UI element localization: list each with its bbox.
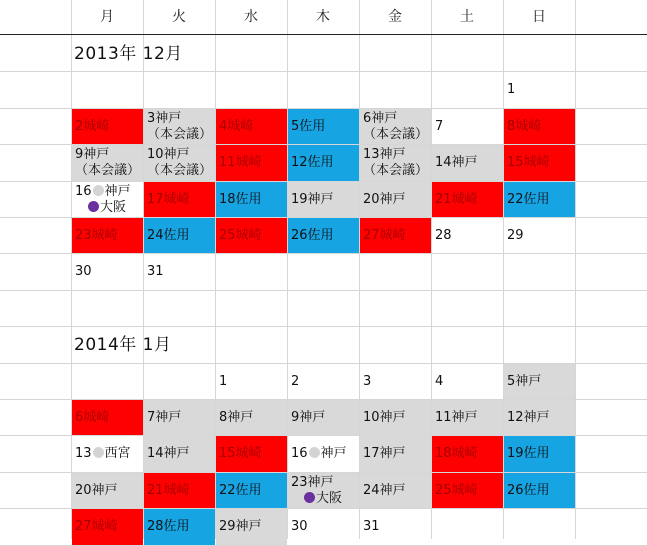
cell-text: 10神戸 bbox=[363, 409, 406, 425]
cell-text: 1 bbox=[507, 82, 516, 97]
day-cell[interactable] bbox=[144, 400, 215, 435]
day-cell[interactable] bbox=[216, 145, 287, 181]
cell-text: 21城崎 bbox=[435, 191, 478, 207]
day-cell[interactable] bbox=[288, 364, 359, 399]
cell-text: 12佐用 bbox=[291, 155, 334, 170]
cell-text: 27城崎 bbox=[75, 519, 118, 534]
cell-text: 26佐用 bbox=[507, 482, 550, 498]
cell-text: 9神戸 bbox=[75, 147, 110, 162]
cell-text: 11城崎 bbox=[219, 155, 262, 170]
gray-dot-icon bbox=[309, 447, 320, 458]
cell-text: 29 bbox=[507, 227, 524, 243]
cell-text: 9神戸 bbox=[291, 409, 326, 425]
cell-text: 19神戸 bbox=[291, 191, 334, 207]
cell-text: 7 bbox=[435, 118, 444, 134]
cell-text: 4城崎 bbox=[219, 118, 254, 134]
purple-dot-icon bbox=[304, 492, 315, 503]
cell-text: 15城崎 bbox=[219, 446, 262, 461]
weekday-header: 水 bbox=[244, 9, 258, 25]
day-cell[interactable] bbox=[288, 145, 359, 181]
day-cell[interactable] bbox=[216, 436, 287, 472]
day-cell[interactable] bbox=[360, 364, 431, 399]
gridline-horizontal bbox=[0, 326, 647, 327]
cell-text: 14神戸 bbox=[435, 155, 478, 170]
cell-text: 20神戸 bbox=[75, 482, 118, 498]
day-cell[interactable] bbox=[360, 436, 431, 472]
cell-text: 27城崎 bbox=[363, 227, 406, 243]
day-cell[interactable] bbox=[432, 182, 503, 217]
day-cell[interactable] bbox=[216, 473, 287, 508]
day-cell[interactable] bbox=[216, 218, 287, 253]
day-cell[interactable] bbox=[72, 145, 143, 181]
day-cell[interactable] bbox=[432, 218, 503, 253]
day-cell[interactable] bbox=[504, 400, 575, 435]
cell-text: 18佐用 bbox=[219, 191, 262, 207]
cell-text: 6神戸 bbox=[363, 110, 398, 126]
day-cell[interactable] bbox=[72, 436, 143, 472]
cell-text: 13神戸 bbox=[363, 147, 406, 162]
cell-text: 31 bbox=[147, 264, 164, 279]
cell-text: 12神戸 bbox=[507, 409, 550, 425]
weekday-header: 土 bbox=[460, 9, 474, 25]
weekday-header: 金 bbox=[388, 9, 402, 25]
cell-text: 17神戸 bbox=[363, 446, 406, 461]
cell-text: （本会議） bbox=[147, 126, 213, 142]
month-title: 2014年 1月 bbox=[74, 335, 172, 356]
cell-text: 26佐用 bbox=[291, 227, 334, 243]
cell-text: 15城崎 bbox=[507, 155, 550, 170]
day-cell[interactable] bbox=[360, 218, 431, 253]
weekday-header: 火 bbox=[172, 9, 186, 25]
day-cell[interactable] bbox=[144, 145, 215, 181]
day-cell[interactable] bbox=[72, 473, 143, 508]
cell-text: （本会議） bbox=[363, 163, 429, 178]
cell-text: 31 bbox=[363, 519, 380, 534]
cell-text: 神戸 bbox=[320, 446, 347, 461]
day-cell[interactable] bbox=[288, 400, 359, 435]
month-title: 2013年 12月 bbox=[74, 44, 183, 64]
header-divider bbox=[0, 34, 647, 35]
day-cell[interactable] bbox=[72, 254, 143, 290]
cell-text: 18城崎 bbox=[435, 446, 478, 461]
cell-text: 2 bbox=[291, 373, 300, 389]
cell-text: 24神戸 bbox=[363, 482, 406, 498]
cell-text: 30 bbox=[291, 519, 308, 534]
day-cell[interactable] bbox=[504, 72, 575, 108]
day-cell[interactable] bbox=[288, 218, 359, 253]
day-cell[interactable] bbox=[144, 473, 215, 508]
cell-text: 1 bbox=[219, 373, 228, 389]
cell-text: 3神戸 bbox=[147, 110, 182, 126]
cell-text: 22佐用 bbox=[219, 482, 262, 498]
cell-text: 22佐用 bbox=[507, 191, 550, 207]
purple-dot-icon bbox=[88, 201, 99, 212]
cell-text: 24佐用 bbox=[147, 227, 190, 243]
day-cell[interactable] bbox=[144, 509, 215, 545]
day-cell[interactable] bbox=[72, 509, 143, 545]
cell-text: 13 bbox=[75, 446, 92, 461]
day-cell[interactable] bbox=[72, 109, 143, 144]
cell-text: 大阪 bbox=[100, 199, 127, 215]
day-cell[interactable] bbox=[360, 509, 431, 545]
day-cell[interactable] bbox=[360, 473, 431, 508]
cell-text: 7神戸 bbox=[147, 409, 182, 425]
day-cell[interactable] bbox=[72, 400, 143, 435]
day-cell[interactable] bbox=[144, 436, 215, 472]
day-cell[interactable] bbox=[504, 218, 575, 253]
cell-text: 25城崎 bbox=[435, 482, 478, 498]
cell-text: 4 bbox=[435, 373, 444, 389]
cell-text: 大阪 bbox=[316, 490, 343, 506]
cell-text: 神戸 bbox=[104, 183, 131, 199]
day-cell[interactable] bbox=[144, 109, 215, 144]
day-cell[interactable] bbox=[432, 436, 503, 472]
cell-text: 西宮 bbox=[104, 446, 131, 461]
cell-text: （本会議） bbox=[75, 163, 141, 178]
day-cell[interactable] bbox=[144, 218, 215, 253]
day-cell[interactable] bbox=[504, 182, 575, 217]
day-cell[interactable] bbox=[216, 509, 287, 545]
cell-text: 8城崎 bbox=[507, 118, 542, 134]
weekday-header: 日 bbox=[532, 9, 546, 25]
gray-dot-icon bbox=[93, 185, 104, 196]
cell-text: 30 bbox=[75, 264, 92, 279]
day-cell[interactable] bbox=[432, 400, 503, 435]
cell-text: （本会議） bbox=[147, 163, 213, 178]
day-cell[interactable] bbox=[504, 364, 575, 399]
gridline-horizontal bbox=[0, 290, 647, 291]
day-cell[interactable] bbox=[504, 436, 575, 472]
cell-text: 14神戸 bbox=[147, 446, 190, 461]
cell-text: 17城崎 bbox=[147, 191, 190, 207]
day-cell[interactable] bbox=[72, 182, 143, 217]
cell-text: 5神戸 bbox=[507, 373, 542, 389]
day-cell[interactable] bbox=[360, 182, 431, 217]
day-cell[interactable] bbox=[72, 218, 143, 253]
day-cell[interactable] bbox=[288, 182, 359, 217]
cell-text: 23神戸 bbox=[291, 474, 334, 490]
day-cell[interactable] bbox=[288, 109, 359, 144]
cell-text: 20神戸 bbox=[363, 191, 406, 207]
day-cell[interactable] bbox=[216, 364, 287, 399]
day-cell[interactable] bbox=[288, 436, 359, 472]
gridline-vertical bbox=[575, 0, 576, 539]
cell-text: 25城崎 bbox=[219, 227, 262, 243]
cell-text: 2城崎 bbox=[75, 118, 110, 134]
day-cell[interactable] bbox=[360, 145, 431, 181]
day-cell[interactable] bbox=[288, 509, 359, 545]
day-cell[interactable] bbox=[432, 145, 503, 181]
cell-text: 29神戸 bbox=[219, 519, 262, 534]
day-cell[interactable] bbox=[216, 182, 287, 217]
cell-text: 28 bbox=[435, 227, 452, 243]
day-cell[interactable] bbox=[504, 145, 575, 181]
cell-text: 19佐用 bbox=[507, 446, 550, 461]
day-cell[interactable] bbox=[144, 182, 215, 217]
day-cell[interactable] bbox=[144, 254, 215, 290]
day-cell[interactable] bbox=[360, 109, 431, 144]
cell-text: 3 bbox=[363, 373, 372, 389]
day-cell[interactable] bbox=[504, 109, 575, 144]
weekday-header: 月 bbox=[100, 9, 114, 25]
day-cell[interactable] bbox=[360, 400, 431, 435]
day-cell[interactable] bbox=[216, 109, 287, 144]
cell-text: 21城崎 bbox=[147, 482, 190, 498]
cell-text: 16 bbox=[291, 446, 308, 461]
cell-text: 6城崎 bbox=[75, 409, 110, 425]
cell-text: 10神戸 bbox=[147, 147, 190, 162]
day-cell[interactable] bbox=[432, 364, 503, 399]
cell-text: 23城崎 bbox=[75, 227, 118, 243]
cell-text: 16 bbox=[75, 183, 92, 199]
day-cell[interactable] bbox=[288, 473, 359, 508]
cell-text: 11神戸 bbox=[435, 409, 478, 425]
day-cell[interactable] bbox=[216, 400, 287, 435]
cell-text: 28佐用 bbox=[147, 519, 190, 534]
gray-dot-icon bbox=[93, 447, 104, 458]
day-cell[interactable] bbox=[432, 109, 503, 144]
day-cell[interactable] bbox=[504, 473, 575, 508]
cell-text: 5佐用 bbox=[291, 118, 326, 134]
cell-text: 8神戸 bbox=[219, 409, 254, 425]
cell-text: （本会議） bbox=[363, 126, 429, 142]
weekday-header: 木 bbox=[316, 9, 330, 25]
day-cell[interactable] bbox=[432, 473, 503, 508]
